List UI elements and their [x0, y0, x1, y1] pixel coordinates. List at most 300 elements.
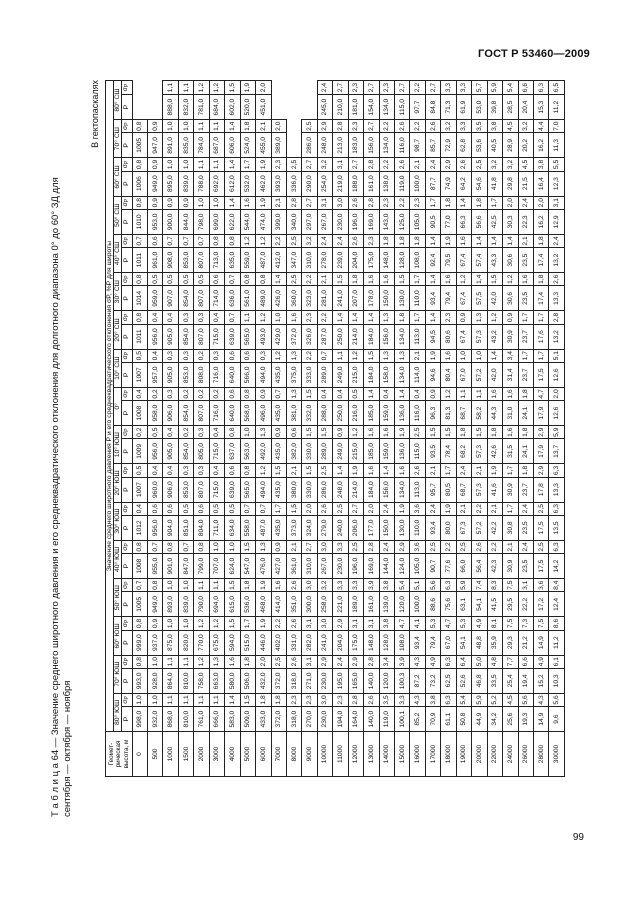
- sigma-cell: 1,0: [178, 120, 193, 133]
- pressure-cell: 958,0: [148, 401, 163, 426]
- pressure-cell: 113,0: [410, 477, 425, 502]
- sigma-cell: 1,8: [487, 426, 502, 439]
- pressure-cell: 891,0: [163, 133, 178, 158]
- sigma-cell: 4,5: [503, 693, 518, 706]
- pressure-cell: 73,2: [425, 668, 440, 693]
- sigma-cell: 2,5: [425, 540, 440, 553]
- sigma-cell: 1,0: [163, 579, 178, 592]
- pressure-cell: 12,4: [549, 592, 565, 617]
- pressure-cell: 120,0: [379, 668, 394, 693]
- sigma-cell: 0,4: [148, 311, 163, 324]
- sigma-cell: 1,2: [256, 311, 271, 324]
- pressure-cell: 31,5: [503, 439, 518, 464]
- sigma-cell: 1,6: [225, 655, 240, 668]
- altitude-cell: 1500: [178, 732, 193, 777]
- p-subheader: P: [122, 630, 132, 655]
- pressure-cell: 835,0: [178, 133, 193, 158]
- pressure-cell: 807,0: [194, 248, 209, 273]
- pressure-cell: 561,0: [240, 286, 255, 311]
- sigma-cell: 5,4: [395, 579, 410, 592]
- group-header: Значение среднего широтного давления P и его среднеквадратического отклонения σP, %P для широты: [106, 81, 114, 732]
- sigma-cell: 4,7: [395, 617, 410, 630]
- sigma-cell: 1,6: [240, 196, 255, 209]
- sigma-index: P: [124, 619, 131, 624]
- pressure-cell: 230,0: [333, 554, 348, 579]
- sigma-cell: 0,2: [194, 387, 209, 400]
- sigma-cell: 1,5: [302, 464, 317, 477]
- pressure-cell: 23,5: [518, 286, 533, 311]
- pressure-cell: 451,0: [256, 95, 271, 120]
- pressure-cell: 61,9: [456, 95, 471, 120]
- sigma-symbol: σ: [122, 164, 130, 169]
- pressure-cell: 12,6: [549, 362, 565, 387]
- pressure-cell: 29,5: [503, 592, 518, 617]
- sigma-cell: 1,3: [256, 540, 271, 553]
- sigma-cell: 2,6: [317, 502, 332, 515]
- sigma-cell: 1,9: [487, 464, 502, 477]
- altitude-header: Геомет-рическая высота, м: [106, 732, 133, 777]
- p-subheader: P: [122, 707, 132, 732]
- altitude-cell: 1000: [163, 732, 178, 777]
- pressure-cell: 853,0: [178, 477, 193, 502]
- pressure-cell: 675,0: [209, 630, 224, 655]
- sigma-cell: 1,5: [395, 273, 410, 286]
- pressure-cell: 323,0: [302, 286, 317, 311]
- p-subheader: P: [122, 324, 132, 349]
- pressure-cell: 1005: [132, 133, 147, 158]
- pressure-cell: 844,0: [178, 209, 193, 234]
- sigma-cell: 1,4: [364, 387, 379, 400]
- pressure-cell: 324,0: [302, 515, 317, 540]
- table-row: [348, 81, 363, 777]
- pressure-cell: 30,9: [503, 554, 518, 579]
- sigma-cell: 2,0: [271, 120, 286, 133]
- sigma-cell: 1,0: [163, 120, 178, 133]
- pressure-cell: 959,0: [148, 286, 163, 311]
- sigma-cell: 0,8: [209, 234, 224, 247]
- pressure-cell: 54,1: [472, 592, 487, 617]
- pressure-cell: 124,0: [395, 554, 410, 579]
- sigma-cell: 2,0: [503, 196, 518, 209]
- pressure-cell: 788,0: [194, 171, 209, 196]
- sigma-cell: 1,8: [518, 387, 533, 400]
- sigma-cell: 0,8: [240, 273, 255, 286]
- sigma-cell: 1,1: [456, 387, 471, 400]
- sigma-cell: 4,1: [410, 617, 425, 630]
- sigma-cell: 2,7: [302, 158, 317, 171]
- sigma-cell: 0,9: [148, 158, 163, 171]
- sigma-cell: 3,2: [302, 234, 317, 247]
- table-row: [456, 81, 471, 777]
- pressure-cell: 382,0: [286, 439, 301, 464]
- sigma-cell: 3,1: [333, 158, 348, 171]
- sigma-symbol: σ: [122, 355, 130, 360]
- sigma-cell: 1,5: [364, 349, 379, 362]
- pressure-cell: 17,4: [533, 286, 548, 311]
- sigma-cell: 1,2: [348, 426, 363, 439]
- pressure-cell: 100,3: [395, 668, 410, 693]
- pressure-cell: 30,3: [503, 209, 518, 234]
- pressure-cell: 905,0: [163, 439, 178, 464]
- sigma-cell: 0,7: [148, 540, 163, 553]
- sigma-cell: 3,0: [333, 196, 348, 209]
- sigma-cell: 5,9: [487, 81, 502, 95]
- sigma-cell: 2,5: [533, 540, 548, 553]
- sigma-cell: 1,6: [518, 273, 533, 286]
- sigma-cell: 0,5: [194, 273, 209, 286]
- sigma-cell: 2,4: [518, 502, 533, 515]
- units-note: В гектопаскалях: [90, 80, 100, 148]
- pressure-cell: 267,0: [317, 554, 332, 579]
- pressure-cell: 184,0: [364, 477, 379, 502]
- table-row: [271, 81, 286, 777]
- sigma-cell: 5,0: [472, 655, 487, 668]
- pressure-cell: 905,0: [163, 362, 178, 387]
- pressure-cell: 687,0: [209, 133, 224, 158]
- sigma-cell: 1,9: [240, 81, 255, 95]
- pressure-cell: 17,5: [533, 362, 548, 387]
- pressure-cell: 489,0: [256, 286, 271, 311]
- sigma-cell: 0,8: [132, 617, 147, 630]
- sigma-cell: 2,2: [395, 196, 410, 209]
- table-row: [549, 81, 565, 777]
- pressure-cell: 100,1: [395, 707, 410, 732]
- pressure-cell: 120,0: [395, 592, 410, 617]
- sigma-subheader: [122, 426, 132, 439]
- pressure-cell: 1007: [132, 362, 147, 387]
- pressure-cell: 19,3: [518, 707, 533, 732]
- pressure-cell: 93,5: [425, 439, 440, 464]
- pressure-cell: 30,6: [503, 248, 518, 273]
- sigma-cell: 3,0: [317, 617, 332, 630]
- pressure-cell: 799,0: [194, 554, 209, 579]
- pressure-cell: 381,0: [286, 401, 301, 426]
- sigma-cell: 2,2: [271, 234, 286, 247]
- pressure-cell: 932,0: [148, 707, 163, 732]
- pressure-cell: 165,0: [348, 668, 363, 693]
- sigma-cell: 3,4: [503, 349, 518, 362]
- pressure-cell: 455,0: [256, 133, 271, 158]
- pressure-cell: 39,8: [487, 95, 502, 120]
- sigma-cell: 0,4: [163, 464, 178, 477]
- altitude-cell: 12000: [348, 732, 363, 777]
- sigma-cell: 1,2: [441, 387, 456, 400]
- pressure-cell: 853,0: [178, 248, 193, 273]
- pressure-cell: 164,0: [348, 707, 363, 732]
- latitude-header: 30° ЮШ: [114, 502, 122, 540]
- pressure-cell: 57,5: [472, 286, 487, 311]
- pressure-cell: 79,4: [441, 286, 456, 311]
- pressure-cell: 80,0: [441, 515, 456, 540]
- sigma-cell: 1,4: [379, 464, 394, 477]
- p-subheader: P: [122, 477, 132, 502]
- sigma-cell: 1,2: [503, 273, 518, 286]
- altitude-cell: 9000: [302, 732, 317, 777]
- pressure-cell: 960,0: [148, 477, 163, 502]
- sigma-cell: 1,9: [425, 349, 440, 362]
- pressure-cell: 158,0: [379, 362, 394, 387]
- pressure-cell: 716,0: [209, 401, 224, 426]
- pressure-cell: 331,0: [286, 630, 301, 655]
- sigma-cell: 1,6: [456, 234, 471, 247]
- pressure-cell: 808,0: [194, 362, 209, 387]
- pressure-cell: 215,0: [348, 362, 363, 387]
- pressure-cell: 810,0: [178, 707, 193, 732]
- pressure-cell: 487,0: [256, 515, 271, 540]
- sigma-cell: 6,3: [549, 502, 565, 515]
- sigma-cell: 2,1: [503, 540, 518, 553]
- sigma-cell: 1,0: [163, 617, 178, 630]
- sigma-cell: 1,0: [209, 196, 224, 209]
- sigma-cell: 1,7: [240, 617, 255, 630]
- sigma-symbol: σ: [122, 202, 130, 207]
- sigma-cell: 1,7: [533, 311, 548, 324]
- pressure-cell: 67,0: [456, 362, 471, 387]
- sigma-cell: 1,1: [209, 579, 224, 592]
- pressure-cell: 286,0: [317, 477, 332, 502]
- pressure-cell: 33,5: [487, 668, 502, 693]
- sigma-cell: 2,5: [286, 158, 301, 171]
- pressure-cell: 432,0: [256, 668, 271, 693]
- pressure-cell: 506,0: [240, 668, 255, 693]
- pressure-cell: 606,0: [225, 133, 240, 158]
- pressure-cell: 435,0: [271, 477, 286, 502]
- pressure-cell: 28,5: [503, 95, 518, 120]
- pressure-cell: 68,7: [456, 401, 471, 426]
- sigma-cell: 1,6: [364, 273, 379, 286]
- pressure-cell: 906,0: [163, 477, 178, 502]
- pressure-cell: 94,5: [425, 324, 440, 349]
- sigma-cell: 6,6: [518, 81, 533, 95]
- pressure-cell: 48,8: [472, 630, 487, 655]
- sigma-cell: 1,4: [333, 464, 348, 477]
- sigma-cell: 1,0: [148, 693, 163, 706]
- sigma-cell: 4,5: [503, 120, 518, 133]
- sigma-cell: 1,0: [132, 693, 147, 706]
- sigma-cell: 2,2: [472, 502, 487, 515]
- sigma-cell: 2,6: [410, 464, 425, 477]
- pressure-cell: 907,0: [163, 286, 178, 311]
- sigma-cell: 1,4: [487, 234, 502, 247]
- sigma-cell: 6,1: [549, 655, 565, 668]
- pressure-cell: 23,7: [518, 324, 533, 349]
- sigma-cell: 0,8: [256, 273, 271, 286]
- pressure-cell: 332,0: [302, 401, 317, 426]
- pressure-cell: 853,0: [178, 362, 193, 387]
- sigma-cell: 3,6: [410, 502, 425, 515]
- sigma-cell: 1,4: [225, 196, 240, 209]
- sigma-cell: 1,1: [472, 387, 487, 400]
- pressure-cell: 1008: [132, 401, 147, 426]
- sigma-cell: 1,6: [441, 349, 456, 362]
- sigma-cell: 2,2: [302, 349, 317, 362]
- pressure-cell: 29,8: [503, 171, 518, 196]
- pressure-cell: 181,0: [348, 95, 363, 120]
- pressure-cell: 318,0: [286, 668, 301, 693]
- pressure-cell: 80,4: [441, 362, 456, 387]
- pressure-cell: 956,0: [148, 439, 163, 464]
- pressure-cell: 249,0: [333, 439, 348, 464]
- sigma-cell: 3,2: [317, 579, 332, 592]
- pressure-cell: 67,0: [441, 630, 456, 655]
- sigma-cell: 0,3: [178, 464, 193, 477]
- p-subheader: P: [122, 554, 132, 579]
- pressure-cell: 116,0: [410, 401, 425, 426]
- sigma-cell: 3,1: [302, 617, 317, 630]
- pressure-cell: 267,0: [317, 209, 332, 234]
- pressure-cell: 87,7: [425, 171, 440, 196]
- sigma-cell: 2,6: [549, 273, 565, 286]
- pressure-cell: 1006: [132, 171, 147, 196]
- sigma-cell: 1,8: [410, 234, 425, 247]
- pressure-cell: 427,0: [271, 554, 286, 579]
- pressure-cell: 520,0: [240, 95, 255, 120]
- pressure-cell: 57,3: [472, 324, 487, 349]
- table-row: [163, 81, 178, 777]
- pressure-cell: 468,0: [256, 592, 271, 617]
- sigma-cell: 0,2: [178, 426, 193, 439]
- sigma-subheader: [122, 81, 132, 95]
- pressure-cell: 23,5: [518, 248, 533, 273]
- pressure-cell: 56,6: [472, 209, 487, 234]
- sigma-cell: 2,9: [533, 464, 548, 477]
- sigma-cell: 5,2: [487, 693, 502, 706]
- pressure-cell: 758,0: [194, 668, 209, 693]
- sigma-cell: 6,3: [549, 464, 565, 477]
- sigma-cell: 2,7: [348, 158, 363, 171]
- sigma-cell: 2,2: [271, 617, 286, 630]
- sigma-cell: 2,5: [286, 234, 301, 247]
- sigma-cell: 2,5: [410, 426, 425, 439]
- sigma-cell: 1,9: [256, 579, 271, 592]
- sigma-index: P: [124, 390, 131, 394]
- pressure-cell: 100,0: [410, 592, 425, 617]
- sigma-cell: 5,6: [518, 693, 533, 706]
- pressure-cell: 333,0: [302, 362, 317, 387]
- sigma-subheader: [122, 617, 132, 630]
- sigma-cell: 1,7: [271, 502, 286, 515]
- sigma-cell: 3,9: [395, 655, 410, 668]
- sigma-cell: 0,6: [148, 502, 163, 515]
- pressure-cell: 25,6: [503, 707, 518, 732]
- pressure-cell: 864,0: [163, 668, 178, 693]
- sigma-cell: 2,3: [271, 158, 286, 171]
- pressure-cell: 402,0: [271, 630, 286, 655]
- sigma-cell: 4,7: [441, 617, 456, 630]
- pressure-cell: 21,2: [518, 630, 533, 655]
- pressure-cell: 289,0: [317, 362, 332, 387]
- pressure-cell: 67,4: [456, 286, 471, 311]
- sigma-cell: 1,8: [533, 273, 548, 286]
- pressure-cell: 210,0: [333, 95, 348, 120]
- pressure-cell: 389,0: [271, 133, 286, 158]
- table-row: [441, 81, 456, 777]
- pressure-cell: 393,0: [271, 171, 286, 196]
- pressure-cell: 515,0: [240, 630, 255, 655]
- altitude-cell: 2000: [194, 732, 209, 777]
- sigma-cell: 3,8: [487, 120, 502, 133]
- sigma-cell: 0,7: [132, 234, 147, 247]
- sigma-cell: 1,3: [286, 387, 301, 400]
- pressure-cell: 810,0: [178, 668, 193, 693]
- pressure-cell: 372,0: [286, 324, 301, 349]
- table-row: [194, 81, 209, 777]
- sigma-cell: 1,1: [194, 120, 209, 133]
- pressure-cell: 214,0: [348, 477, 363, 502]
- sigma-cell: 0,2: [194, 349, 209, 362]
- pressure-cell: 16,4: [533, 171, 548, 196]
- sigma-cell: 1,6: [395, 464, 410, 477]
- table-row: [379, 81, 394, 777]
- sigma-cell: 1,8: [518, 426, 533, 439]
- sigma-symbol: σ: [122, 623, 130, 628]
- pressure-cell: 188,0: [348, 171, 363, 196]
- p-subheader: P: [122, 592, 132, 617]
- sigma-cell: 0,5: [163, 273, 178, 286]
- sigma-cell: 2,3: [364, 234, 379, 247]
- sigma-cell: 1,9: [441, 234, 456, 247]
- pressure-cell: 804,0: [194, 515, 209, 540]
- latitude-header: 40° СШ: [114, 234, 122, 272]
- sigma-symbol: σ: [122, 240, 130, 245]
- sigma-cell: 3,1: [302, 655, 317, 668]
- sigma-cell: 2,7: [302, 196, 317, 209]
- pressure-cell: 16,2: [533, 133, 548, 158]
- sigma-cell: 5,6: [425, 579, 440, 592]
- sigma-cell: 0,5: [209, 502, 224, 515]
- sigma-cell: 1,7: [410, 311, 425, 324]
- sigma-cell: 1,6: [271, 579, 286, 592]
- pressure-cell: 1010: [132, 209, 147, 234]
- sigma-cell: 1,5: [317, 426, 332, 439]
- sigma-cell: 1,7: [503, 502, 518, 515]
- pressure-cell: 245,0: [317, 95, 332, 120]
- pressure-cell: 175,0: [364, 248, 379, 273]
- sigma-cell: 1,2: [209, 81, 224, 95]
- pressure-cell: 1009: [132, 439, 147, 464]
- sigma-cell: 1,0: [194, 196, 209, 209]
- p-subheader: P: [122, 248, 132, 273]
- sigma-cell: 1,3: [472, 311, 487, 324]
- pressure-cell: 79,5: [441, 248, 456, 273]
- sigma-cell: 1,8: [472, 196, 487, 209]
- altitude-cell: 13000: [364, 732, 379, 777]
- sigma-cell: 1,4: [472, 234, 487, 247]
- sigma-cell: 4,7: [533, 387, 548, 400]
- sigma-cell: 1,1: [163, 693, 178, 706]
- sigma-cell: 5,4: [456, 693, 471, 706]
- pressure-cell: 71,3: [441, 95, 456, 120]
- pressure-cell: 13,5: [549, 515, 565, 540]
- table-row: [225, 81, 240, 777]
- sigma-cell: 1,8: [441, 196, 456, 209]
- sigma-index: P: [124, 351, 131, 356]
- sigma-index: P: [124, 696, 131, 700]
- pressure-cell: 54,6: [472, 171, 487, 196]
- pressure-cell: 128,0: [379, 630, 394, 655]
- sigma-cell: 2,9: [317, 655, 332, 668]
- sigma-cell: 2,8: [364, 540, 379, 553]
- pressure-cell: 230,0: [333, 209, 348, 234]
- sigma-cell: 0,6: [209, 273, 224, 286]
- sigma-cell: 6,3: [441, 655, 456, 668]
- sigma-cell: 1,1: [240, 311, 255, 324]
- sigma-cell: 1,2: [256, 234, 271, 247]
- pressure-cell: 43,2: [487, 324, 502, 349]
- sigma-cell: 8,1: [487, 617, 502, 630]
- sigma-cell: 1,2: [348, 349, 363, 362]
- sigma-cell: 1,5: [240, 693, 255, 706]
